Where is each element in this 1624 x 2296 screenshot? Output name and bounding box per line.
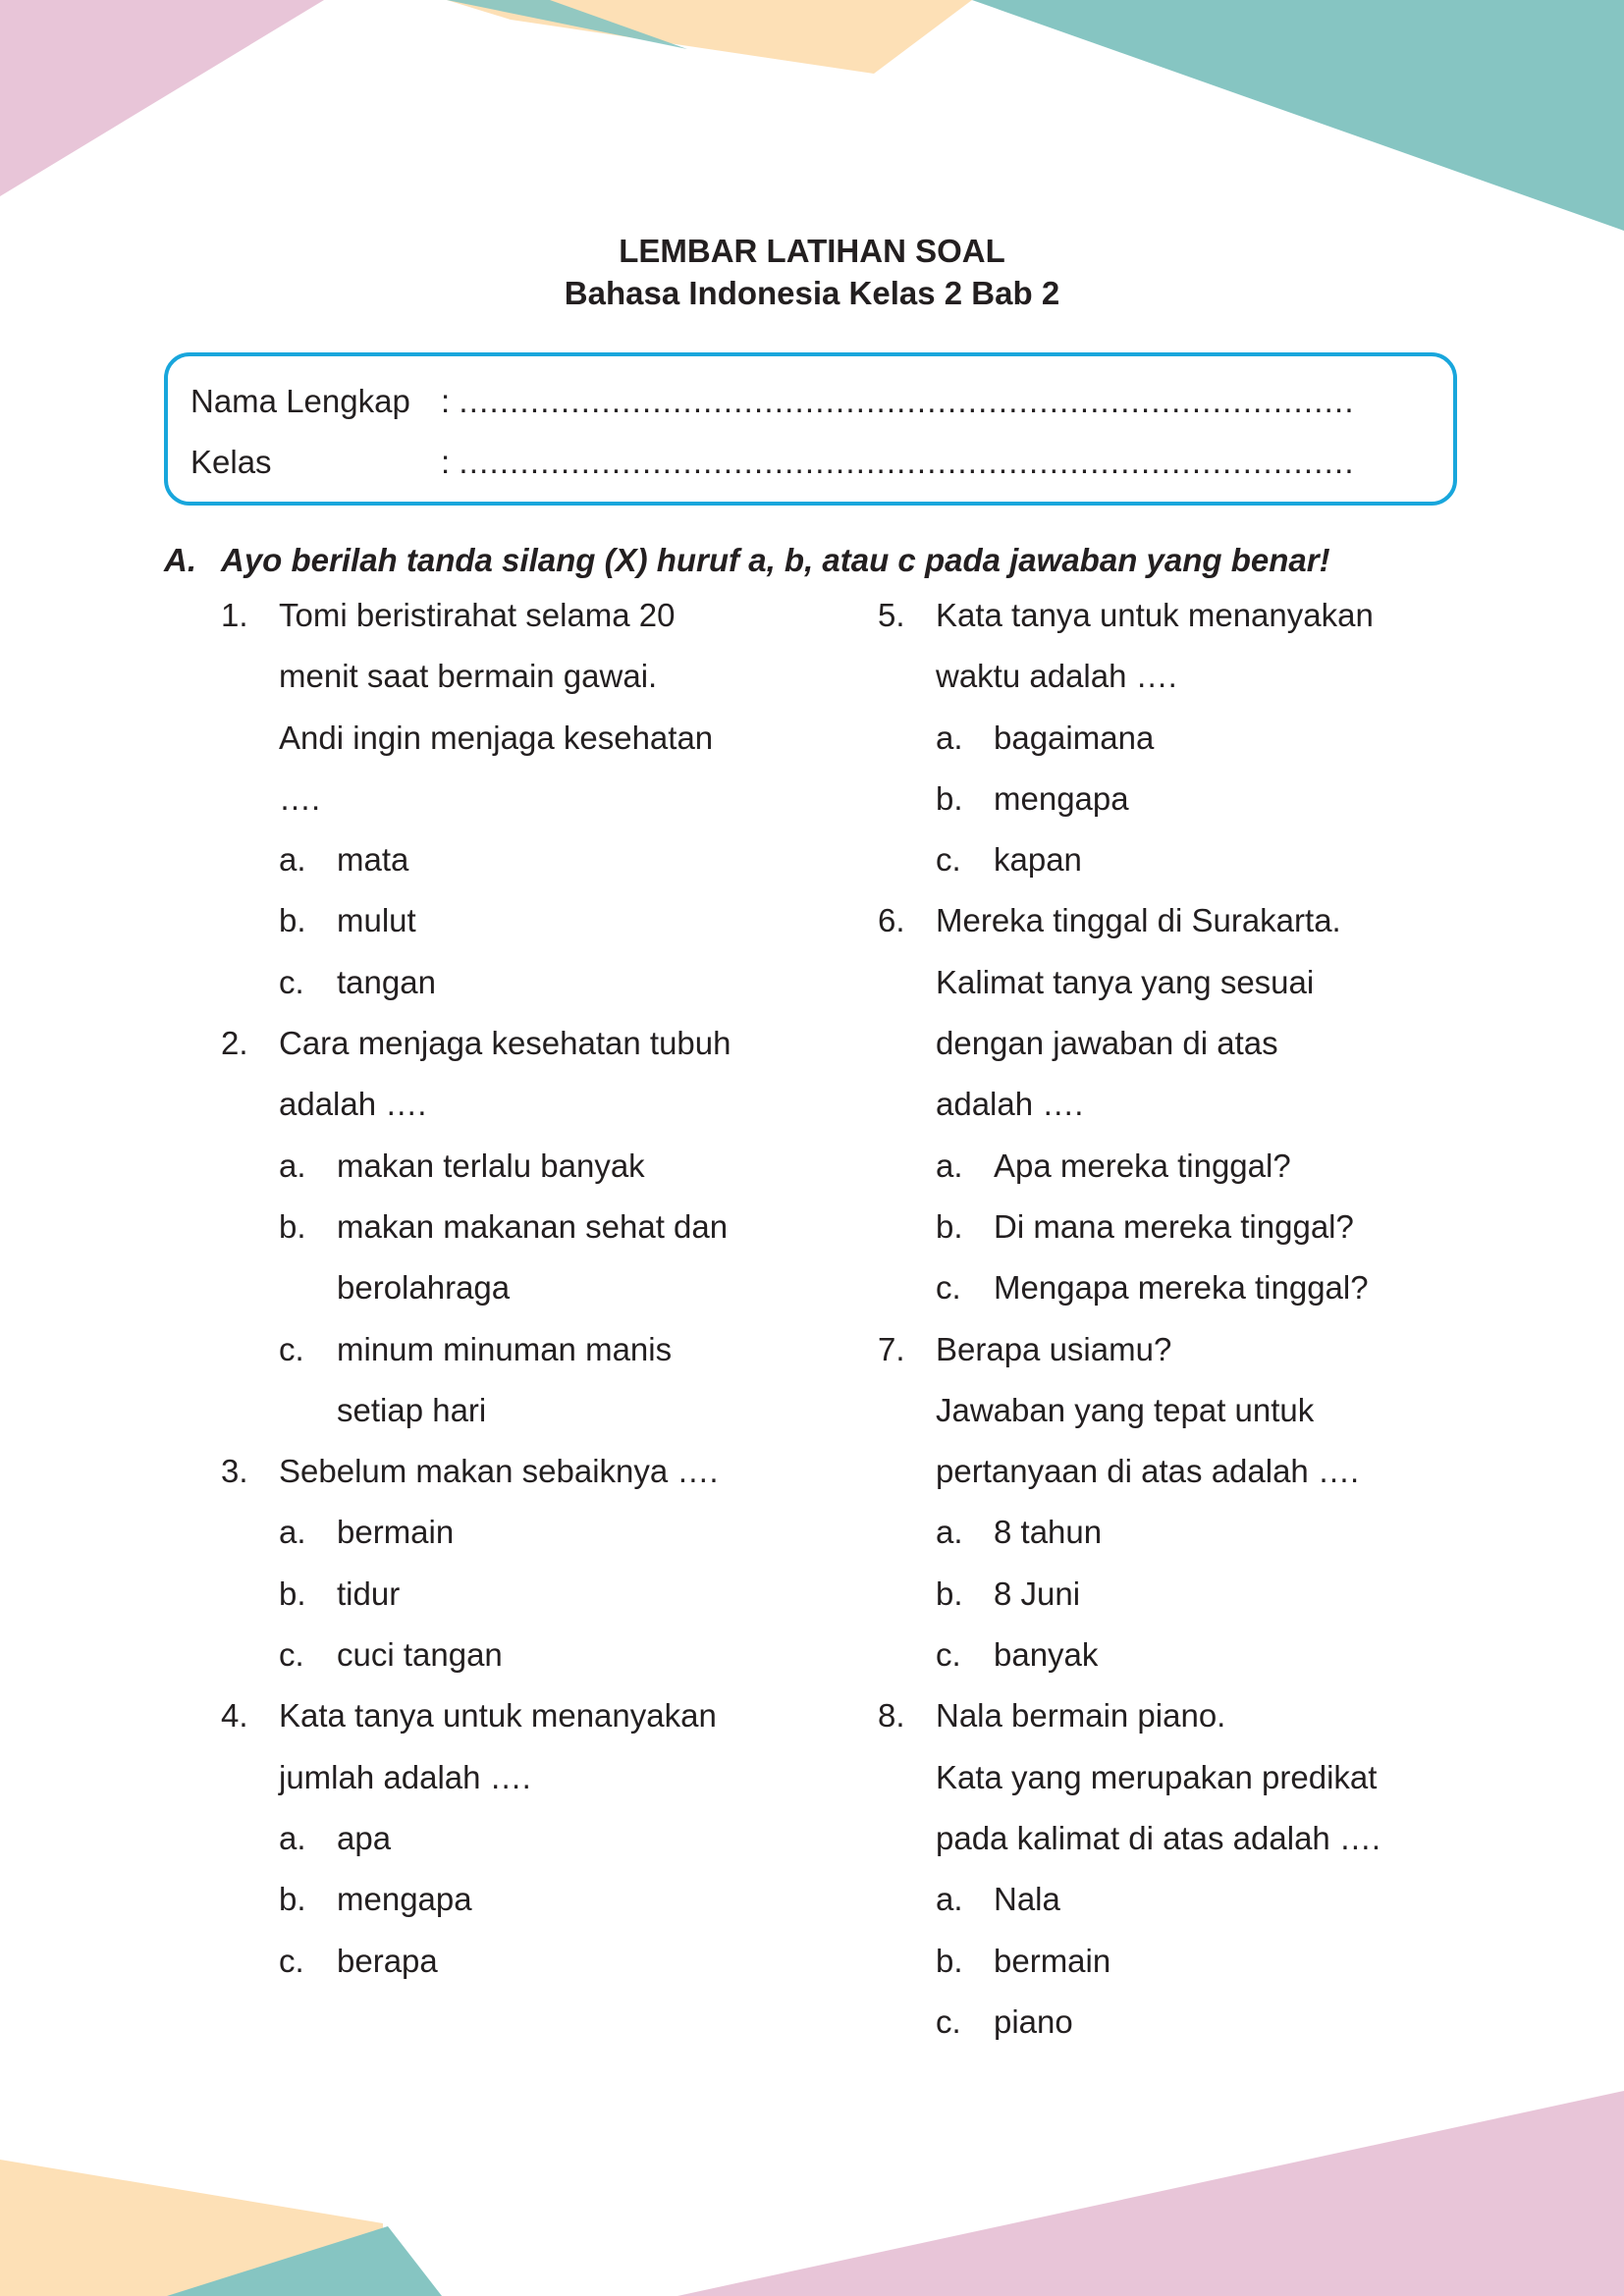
question-item	[878, 585, 1487, 890]
question-text: Andi ingin menjaga kesehatan	[279, 719, 714, 756]
answer-option-continued	[221, 1380, 830, 1441]
option-letter[interactable]: b.	[279, 1575, 306, 1612]
answer-option[interactable]	[221, 829, 830, 890]
question-column-right	[878, 585, 1487, 2053]
class-row	[190, 443, 1355, 482]
option-text: Mengapa mereka tinggal?	[994, 1269, 1369, 1307]
question-text: Tomi beristirahat selama 20	[279, 597, 676, 633]
option-text: bermain	[337, 1514, 455, 1551]
question-item	[221, 1685, 830, 1991]
answer-option[interactable]	[878, 1869, 1487, 1930]
question-text: Mereka tinggal di Surakarta.	[936, 902, 1341, 939]
option-letter[interactable]: c.	[936, 2002, 961, 2040]
answer-option[interactable]	[878, 1564, 1487, 1625]
answer-option[interactable]	[878, 829, 1487, 890]
option-text: 8 tahun	[994, 1514, 1103, 1551]
question-item	[221, 1441, 830, 1685]
answer-option[interactable]	[878, 1257, 1487, 1318]
option-text: bagaimana	[994, 719, 1155, 756]
option-text: tangan	[337, 963, 436, 1000]
question-number: 8.	[878, 1697, 905, 1735]
option-text: minum minuman manis	[337, 1330, 673, 1367]
answer-option[interactable]	[221, 1319, 830, 1380]
question-text: Kalimat tanya yang sesuai	[936, 963, 1315, 1000]
question-line	[878, 952, 1487, 1013]
question-item	[878, 1319, 1487, 1686]
question-text: Cara menjaga kesehatan tubuh	[279, 1025, 731, 1062]
answer-option[interactable]	[221, 1564, 830, 1625]
answer-option[interactable]	[221, 952, 830, 1013]
option-letter[interactable]: a.	[279, 841, 306, 879]
student-identity-box	[164, 352, 1457, 506]
option-letter[interactable]: c.	[279, 1636, 304, 1674]
question-text: Jawaban yang tepat untuk	[936, 1391, 1315, 1428]
question-first-line	[221, 1685, 830, 1746]
option-letter[interactable]: c.	[936, 841, 961, 879]
answer-option[interactable]	[221, 1197, 830, 1257]
question-first-line	[221, 1441, 830, 1502]
question-text: Kata yang merupakan predikat	[936, 1758, 1378, 1795]
option-text: piano	[994, 2002, 1073, 2040]
question-text: jumlah adalah ….	[279, 1758, 531, 1795]
question-line	[221, 1074, 830, 1135]
question-line	[878, 1013, 1487, 1074]
class-field[interactable]: ........................................................................................	[459, 444, 1355, 480]
option-letter[interactable]: c.	[279, 1330, 304, 1367]
question-first-line	[878, 1685, 1487, 1746]
question-number: 2.	[221, 1025, 248, 1062]
option-letter[interactable]: a.	[936, 1147, 963, 1184]
option-text: mengapa	[994, 779, 1129, 817]
option-letter[interactable]: a.	[279, 1147, 306, 1184]
question-line	[878, 1808, 1487, 1869]
answer-option-continued	[221, 1257, 830, 1318]
question-item	[878, 890, 1487, 1318]
question-line	[221, 769, 830, 829]
option-letter[interactable]: a.	[279, 1514, 306, 1551]
name-label: Nama Lengkap	[190, 383, 410, 419]
question-number: 5.	[878, 597, 905, 633]
option-text: berolahraga	[337, 1269, 511, 1307]
option-letter[interactable]: a.	[936, 1881, 963, 1918]
answer-option[interactable]	[878, 1502, 1487, 1563]
question-text: adalah ….	[936, 1086, 1084, 1123]
worksheet-subtitle: Bahasa Indonesia Kelas 2 Bab 2	[564, 275, 1060, 311]
question-text: Nala bermain piano.	[936, 1697, 1226, 1735]
question-number: 4.	[221, 1697, 248, 1735]
option-text: makan makanan sehat dan	[337, 1207, 729, 1245]
option-text: makan terlalu banyak	[337, 1147, 645, 1184]
name-colon: :	[441, 383, 451, 419]
question-first-line	[878, 1319, 1487, 1380]
option-text: mata	[337, 841, 409, 879]
question-number: 3.	[221, 1453, 248, 1490]
answer-option[interactable]	[221, 1869, 830, 1930]
option-text: mulut	[337, 902, 416, 939]
question-text: Kata tanya untuk menanyakan	[936, 597, 1374, 633]
option-letter[interactable]: b.	[279, 1207, 306, 1245]
question-item	[221, 1013, 830, 1441]
option-text: mengapa	[337, 1881, 472, 1918]
question-item	[221, 585, 830, 1013]
question-line	[878, 1380, 1487, 1441]
option-letter[interactable]: b.	[279, 902, 306, 939]
option-text: apa	[337, 1819, 392, 1856]
question-number: 1.	[221, 597, 248, 633]
option-letter[interactable]: c.	[936, 1636, 961, 1674]
option-letter[interactable]: b.	[936, 1207, 963, 1245]
option-letter[interactable]: c.	[279, 1942, 304, 1979]
question-text: waktu adalah ….	[936, 658, 1177, 695]
option-letter[interactable]: a.	[936, 719, 963, 756]
option-letter[interactable]: b.	[936, 779, 963, 817]
question-number: 6.	[878, 902, 905, 939]
option-text: setiap hari	[337, 1391, 487, 1428]
section-letter: A.	[164, 542, 196, 578]
question-text: Kata tanya untuk menanyakan	[279, 1697, 717, 1735]
answer-option[interactable]	[878, 769, 1487, 829]
question-text: Berapa usiamu?	[936, 1330, 1172, 1367]
question-line	[221, 708, 830, 769]
option-text: Nala	[994, 1881, 1060, 1918]
section-instruction	[164, 539, 1330, 582]
question-first-line	[221, 1013, 830, 1074]
answer-option[interactable]	[221, 1625, 830, 1685]
worksheet-title: LEMBAR LATIHAN SOAL	[619, 233, 1005, 269]
answer-option[interactable]	[878, 1992, 1487, 2053]
answer-option[interactable]	[878, 1625, 1487, 1685]
answer-option[interactable]	[878, 1136, 1487, 1197]
answer-option[interactable]	[221, 1808, 830, 1869]
answer-option[interactable]	[221, 1502, 830, 1563]
option-letter[interactable]: b.	[936, 1942, 963, 1979]
question-text: dengan jawaban di atas	[936, 1025, 1278, 1062]
question-item	[878, 1685, 1487, 2053]
option-text: berapa	[337, 1942, 438, 1979]
option-text: kapan	[994, 841, 1082, 879]
class-label: Kelas	[190, 444, 272, 480]
question-text: Sebelum makan sebaiknya ….	[279, 1453, 719, 1490]
option-letter[interactable]: a.	[279, 1819, 306, 1856]
instruction-text: Ayo berilah tanda silang (X) huruf a, b, atau c pada jawaban yang benar!	[221, 542, 1330, 578]
answer-option[interactable]	[878, 1197, 1487, 1257]
question-line	[221, 1747, 830, 1808]
answer-option[interactable]	[878, 1931, 1487, 1992]
question-text: menit saat bermain gawai.	[279, 658, 658, 695]
question-line	[221, 646, 830, 707]
question-line	[878, 646, 1487, 707]
option-text: cuci tangan	[337, 1636, 503, 1674]
question-line	[878, 1441, 1487, 1502]
answer-option[interactable]	[221, 890, 830, 951]
question-first-line	[878, 585, 1487, 646]
question-number: 7.	[878, 1330, 905, 1367]
option-text: banyak	[994, 1636, 1099, 1674]
name-field[interactable]: ........................................................................................	[459, 383, 1355, 419]
option-text: tidur	[337, 1575, 401, 1612]
question-text: ….	[279, 779, 321, 817]
question-text: adalah ….	[279, 1086, 427, 1123]
option-letter[interactable]: b.	[936, 1575, 963, 1612]
answer-option[interactable]	[221, 1136, 830, 1197]
question-line	[878, 1747, 1487, 1808]
option-letter[interactable]: b.	[279, 1881, 306, 1918]
question-first-line	[221, 585, 830, 646]
option-text: bermain	[994, 1942, 1111, 1979]
question-text: pertanyaan di atas adalah ….	[936, 1453, 1360, 1490]
answer-option[interactable]	[221, 1931, 830, 1992]
option-text: Apa mereka tinggal?	[994, 1147, 1291, 1184]
option-text: Di mana mereka tinggal?	[994, 1207, 1354, 1245]
class-colon: :	[441, 444, 451, 480]
option-letter[interactable]: c.	[936, 1269, 961, 1307]
question-first-line	[878, 890, 1487, 951]
name-row	[190, 382, 1355, 421]
question-column-left	[221, 585, 830, 1992]
question-text: pada kalimat di atas adalah ….	[936, 1819, 1381, 1856]
question-line	[878, 1074, 1487, 1135]
answer-option[interactable]	[878, 708, 1487, 769]
option-letter[interactable]: a.	[936, 1514, 963, 1551]
option-text: 8 Juni	[994, 1575, 1081, 1612]
option-letter[interactable]: c.	[279, 963, 304, 1000]
